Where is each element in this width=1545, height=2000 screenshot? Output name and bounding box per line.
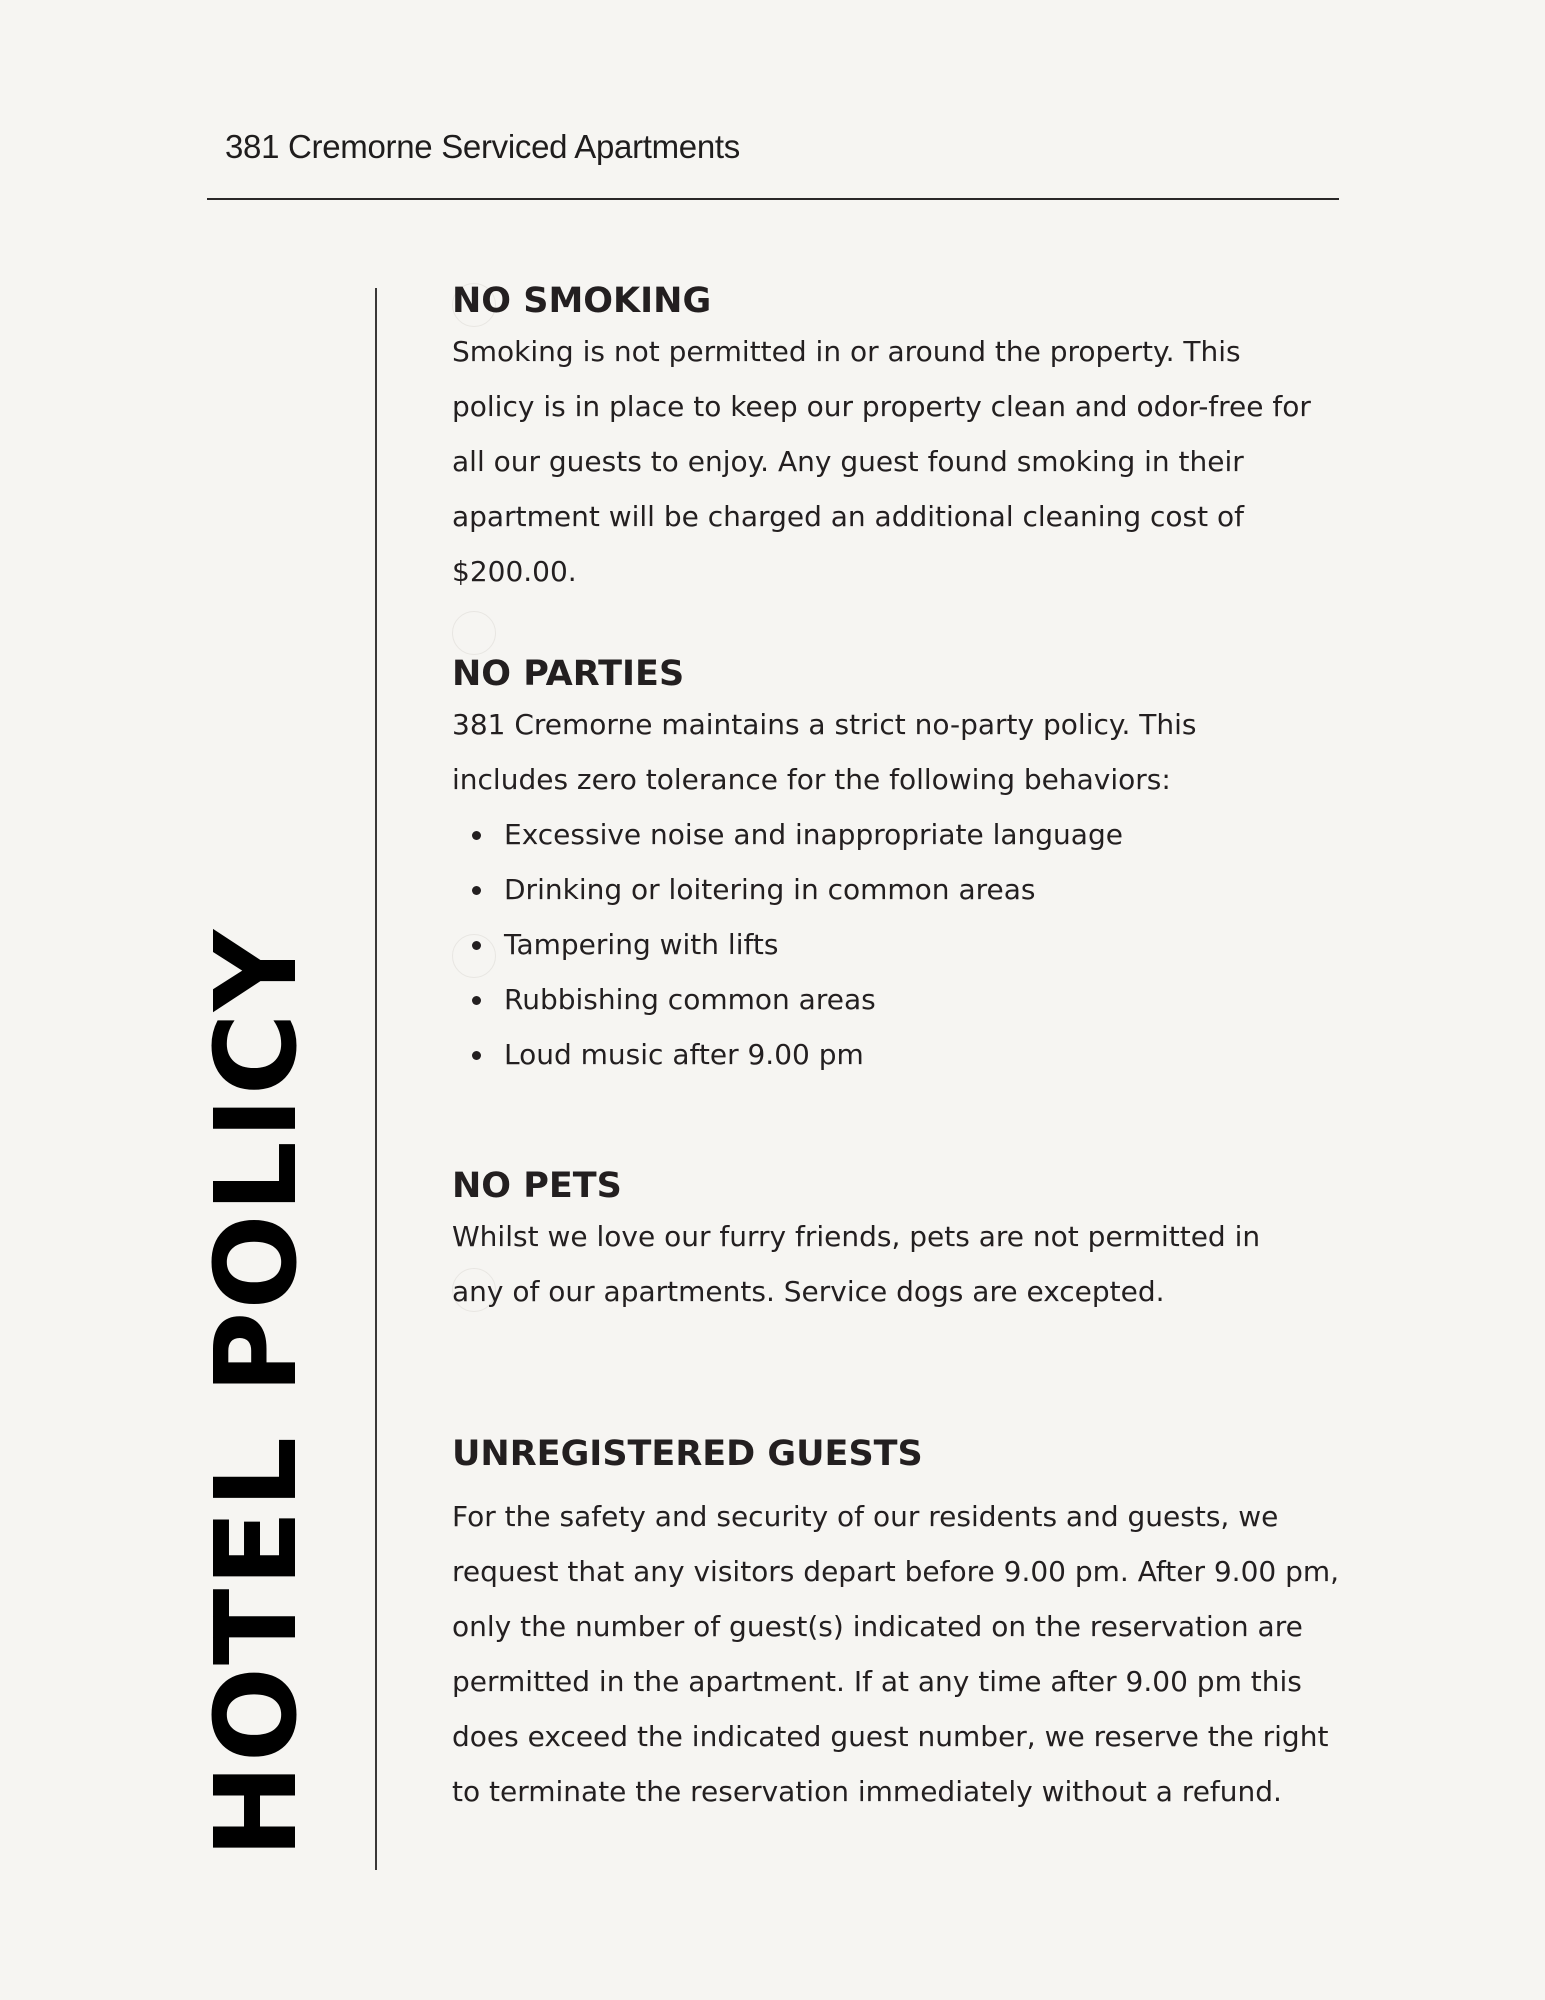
vertical-title-wrapper (192, 928, 322, 1858)
list-item-text: Excessive noise and inappropriate language (504, 818, 1123, 851)
section-heading: NO PARTIES (452, 654, 685, 694)
bullet-icon (472, 996, 481, 1005)
list-item-text: Loud music after 9.00 pm (504, 1038, 864, 1071)
policy-section-no-parties (452, 651, 1312, 1082)
section-body: 381 Cremorne maintains a strict no-party policy. This includes zero tolerance for the following behaviors: (452, 708, 1197, 796)
behavior-list (452, 807, 1312, 1082)
bullet-icon (472, 886, 481, 895)
bullet-icon (472, 941, 481, 950)
header-title: 381 Cremorne Serviced Apartments (225, 128, 740, 165)
vertical-divider (375, 288, 377, 1870)
bullet-icon (472, 831, 481, 840)
header-divider (207, 198, 1339, 200)
section-heading: UNREGISTERED GUESTS (452, 1434, 923, 1474)
section-body: Whilst we love our furry friends, pets are not permitted in any of our apartments. Service dogs are excepted. (452, 1220, 1261, 1308)
list-item-text: Rubbishing common areas (504, 983, 876, 1016)
section-heading: NO PETS (452, 1166, 622, 1206)
list-item-text: Drinking or loitering in common areas (504, 873, 1036, 906)
policy-section-no-pets (452, 1163, 1312, 1319)
policy-section-unregistered-guests (452, 1431, 1342, 1819)
list-item (452, 862, 1312, 917)
list-item-text: Tampering with lifts (504, 928, 779, 961)
list-item (452, 807, 1312, 862)
list-item (452, 972, 1312, 1027)
section-heading: NO SMOKING (452, 281, 712, 321)
section-body: Smoking is not permitted in or around the property. This policy is in place to keep our property clean and odor-free for all our guests to enjoy. Any guest found smoking in their apartment will be charged an additional cleaning cost of $200.00. (452, 335, 1311, 588)
policy-section-no-smoking (452, 278, 1312, 599)
list-item (452, 917, 1312, 972)
bullet-icon (472, 1051, 481, 1060)
decorative-circle (452, 611, 496, 655)
page-title: HOTEL POLICY (192, 928, 322, 1858)
list-item (452, 1027, 1312, 1082)
section-body: For the safety and security of our residents and guests, we request that any visitors depart before 9.00 pm. After 9.00 pm, only the number of guest(s) indicated on the reservation are permitted in the apartment. If at any time after 9.00 pm this does exceed the indicated guest number, we reserve the right to terminate the reservation immediately without a refund. (452, 1500, 1340, 1808)
